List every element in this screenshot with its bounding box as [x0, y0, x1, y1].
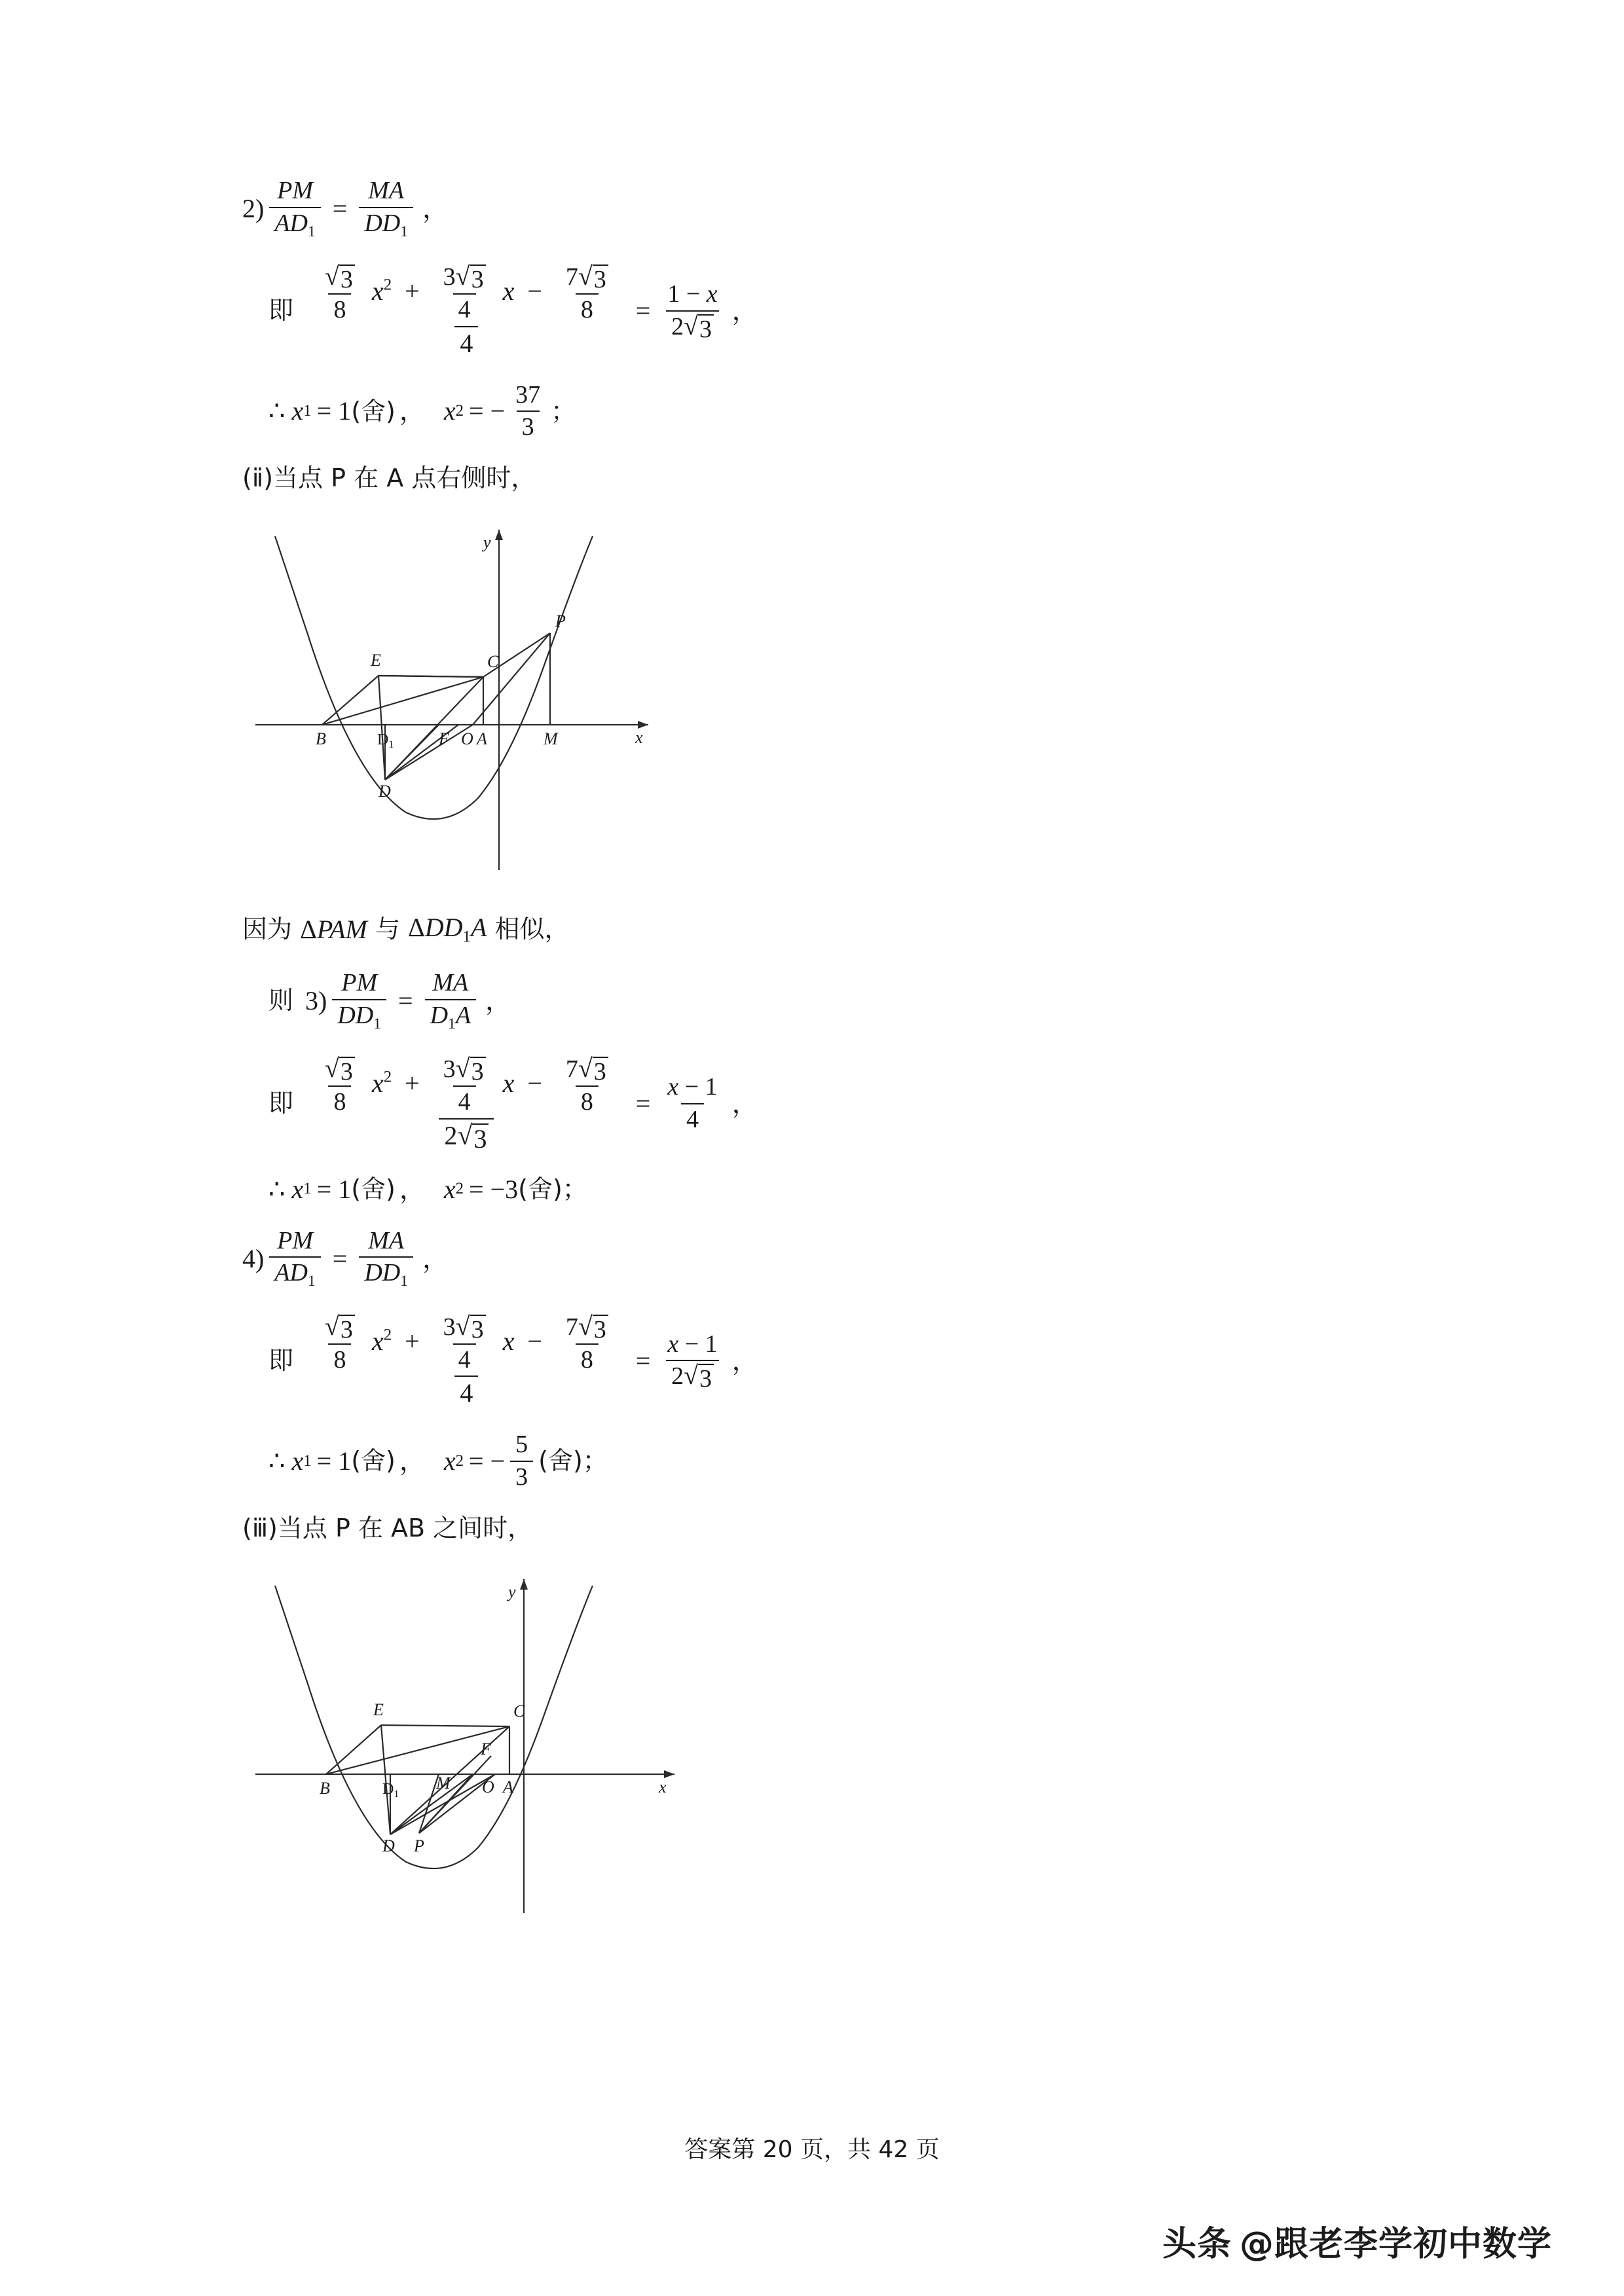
construction-lines	[322, 633, 550, 780]
minus-sign: −	[527, 1068, 542, 1098]
exponent: 2	[383, 1326, 392, 1344]
triangle-pam: ΔPAM	[300, 914, 367, 944]
minus-sign: −	[527, 1326, 542, 1356]
reason-text: 因为	[242, 915, 301, 944]
sqrt-3: √ 3	[684, 1362, 714, 1391]
denom-text: AD	[274, 209, 308, 237]
numerator: x − 1	[667, 1073, 718, 1101]
ji-label: 即	[268, 1088, 294, 1118]
x1-symbol: x	[291, 1174, 304, 1204]
point-label-E: E	[373, 1700, 384, 1720]
numerator: MA	[368, 177, 405, 204]
point-label-D1: $D_1$	[382, 1781, 399, 1800]
sqrt-3: √ 3	[325, 1313, 355, 1342]
therefore-symbol: ∴	[268, 1446, 286, 1476]
variable-x: x	[706, 280, 718, 308]
numerator: 37	[515, 380, 541, 409]
sqrt-3: √ 3	[578, 1313, 608, 1342]
numerator: 3 √ 3	[438, 1055, 491, 1085]
numerator: 7 √ 3	[561, 1313, 614, 1343]
figure-1-labels	[316, 533, 643, 801]
denominator: 8	[576, 1343, 599, 1375]
variable-x: x	[502, 276, 515, 306]
numerator: 7 √ 3	[561, 263, 614, 293]
comma: ，	[485, 985, 512, 1016]
denom-text: DD	[364, 209, 401, 237]
denom-a: A	[455, 1001, 471, 1029]
axis-label-y: y	[508, 1582, 516, 1602]
fraction-37-3	[510, 381, 545, 442]
similar-triangles-reason	[242, 913, 1382, 947]
sqrt-3: √ 3	[456, 1055, 486, 1084]
x2-value: = −3	[469, 1174, 519, 1204]
yu-text: 与	[367, 915, 409, 944]
x2-subscript: 2	[455, 1451, 464, 1470]
denom-sub: 1	[400, 223, 408, 240]
x1-symbol: x	[291, 396, 304, 426]
variable-x: x	[502, 1326, 515, 1356]
numerator	[309, 1313, 624, 1376]
x2-equals: = −	[469, 396, 506, 426]
fraction-ma-d1a	[425, 969, 476, 1033]
numerator: 7 √ 3	[561, 1055, 614, 1085]
step-2-equation	[268, 263, 1382, 359]
point-label-P: P	[555, 611, 566, 630]
denominator: 2 √ 3	[439, 1118, 494, 1152]
point-label-D1: $D_1$	[377, 731, 394, 750]
big-fraction-3	[309, 1313, 624, 1409]
frac-sqrt3-8	[320, 263, 360, 325]
denominator: 8	[328, 1085, 351, 1117]
x1-note: (舍)	[351, 396, 396, 426]
denom-text: DD	[337, 1001, 374, 1029]
denominator	[269, 207, 320, 241]
frac-3sqrt3-4	[438, 1313, 491, 1375]
equals-sign: =	[332, 1243, 348, 1273]
fraction-5-3	[510, 1430, 533, 1491]
frac-sqrt3-8	[320, 1055, 360, 1117]
watermark	[1162, 2216, 1552, 2265]
parabola-figure-p-right-of-a	[242, 517, 897, 883]
fraction-ma-dd1	[359, 1227, 413, 1291]
x2-subscript: 2	[455, 402, 464, 420]
point-label-F: F	[481, 1740, 491, 1759]
denominator: 8	[576, 1085, 599, 1117]
y-axis-arrow	[495, 530, 503, 540]
sqrt-3: √ 3	[325, 263, 355, 292]
point-label-A: A	[477, 729, 487, 748]
step-4-ratio	[242, 1227, 1382, 1291]
x1-value: = 1	[316, 1446, 352, 1476]
denominator: 4	[454, 326, 478, 359]
sqrt-3: √ 3	[325, 1055, 355, 1084]
case-ii-text	[242, 464, 1382, 493]
step-4-solutions	[268, 1430, 1382, 1491]
figure-2-labels	[320, 1582, 667, 1855]
denominator: 2 √ 3	[666, 310, 719, 342]
x2-note: (舍)；	[538, 1446, 608, 1476]
denominator	[332, 999, 386, 1033]
case-ii-label: (ⅱ)当点 P 在 A 点右侧时，	[242, 464, 536, 493]
point-label-D: D	[378, 781, 391, 801]
x1-value: = 1	[316, 396, 352, 426]
fraction-pm-ad1	[269, 177, 320, 241]
denominator: 8	[328, 1343, 351, 1375]
numerator: MA	[368, 1226, 405, 1254]
sqrt-3: √ 3	[456, 1313, 486, 1342]
point-label-B: B	[320, 1779, 330, 1798]
watermark-name: @跟老李学初中数学	[1239, 2225, 1552, 2264]
point-label-C: C	[487, 651, 499, 671]
x2-subscript: 2	[455, 1180, 464, 1198]
x1-subscript: 1	[303, 1180, 312, 1198]
therefore-symbol: ∴	[268, 396, 286, 426]
denom-sub: 1	[400, 1273, 408, 1290]
frac-7sqrt3-8	[561, 1313, 614, 1375]
denominator: 4	[453, 1085, 476, 1117]
point-label-M: M	[436, 1774, 451, 1793]
watermark-brand: 头条	[1162, 2225, 1232, 2264]
numerator	[309, 263, 624, 326]
denominator: 8	[576, 293, 599, 325]
point-label-D: D	[382, 1836, 395, 1856]
big-fraction-3-rhs	[662, 1330, 722, 1392]
frac-7sqrt3-8	[561, 1055, 614, 1117]
exponent: 2	[383, 1068, 392, 1086]
denom-d: D	[430, 1001, 449, 1029]
numerator: 3 √ 3	[438, 1313, 491, 1343]
figure-2-container	[242, 1566, 1382, 1916]
step-4-label: 4)	[242, 1243, 265, 1273]
comma: ，	[399, 1446, 426, 1477]
denom-sub: 1	[307, 1273, 316, 1290]
numerator: 5	[515, 1430, 528, 1459]
fraction-pm-ad1	[269, 1227, 320, 1291]
numerator: PM	[341, 968, 378, 996]
denom-sub: 1	[448, 1015, 456, 1032]
minus-sign: −	[527, 276, 542, 306]
point-label-B: B	[316, 729, 326, 748]
numerator: 3 √ 3	[438, 263, 491, 293]
step-2-solutions	[268, 381, 1382, 442]
x1-note: (舍)	[351, 1174, 396, 1203]
denom-text: DD	[364, 1259, 401, 1287]
numerator: x − 1	[667, 1330, 718, 1358]
point-label-C: C	[513, 1702, 525, 1721]
numerator	[309, 1055, 624, 1118]
variable-x: x	[667, 1330, 679, 1358]
comma: ，	[731, 295, 758, 326]
comma: ，	[731, 1345, 758, 1376]
sqrt-3: √ 3	[684, 313, 714, 342]
x2-symbol: x	[443, 396, 456, 426]
sqrt-3: √ 3	[457, 1122, 489, 1152]
denominator: 2 √ 3	[666, 1360, 719, 1391]
denominator: 3	[510, 1461, 533, 1492]
denominator: 4	[454, 1376, 478, 1408]
numerator	[320, 1313, 360, 1343]
sqrt-3: √ 3	[578, 263, 608, 292]
point-label-F: F	[439, 729, 449, 748]
comma: ，	[399, 1174, 426, 1205]
equals-sign: =	[635, 1088, 651, 1118]
big-fraction-1-rhs	[662, 280, 722, 342]
fraction-ma-dd1	[359, 177, 413, 241]
case-iii-text	[242, 1514, 1382, 1543]
ji-label: 即	[268, 1345, 294, 1375]
numerator: PM	[277, 1226, 313, 1254]
frac-3sqrt3-4	[438, 263, 491, 325]
frac-sqrt3-8	[320, 1313, 360, 1375]
numerator	[320, 263, 360, 293]
denom-sub: 1	[307, 223, 316, 240]
numerator: MA	[432, 968, 469, 996]
comma: ，	[422, 1243, 449, 1274]
denominator: 8	[328, 293, 351, 325]
ji-label: 即	[268, 296, 294, 325]
x1-subscript: 1	[303, 402, 312, 420]
equals-sign: =	[635, 295, 651, 325]
fraction-pm-dd1	[332, 969, 386, 1033]
big-fraction-2	[309, 1055, 624, 1152]
axis-label-x: x	[635, 727, 643, 747]
numerator	[320, 1055, 360, 1085]
equals-sign: =	[635, 1345, 651, 1376]
variable-x: x	[371, 1326, 384, 1356]
equals-sign: =	[332, 194, 348, 223]
numerator: 1 − x	[667, 280, 718, 308]
denominator	[269, 1256, 320, 1290]
point-label-M: M	[544, 729, 558, 748]
variable-x: x	[371, 1068, 384, 1098]
point-label-O: O	[461, 729, 473, 748]
denominator: 4	[453, 1343, 476, 1375]
point-label-P: P	[414, 1836, 424, 1856]
variable-x: x	[667, 1073, 679, 1101]
numerator: PM	[277, 177, 313, 204]
x2-symbol: x	[443, 1446, 456, 1476]
triangle-dd1a: $\Delta DD_1A$	[408, 912, 487, 946]
therefore-symbol: ∴	[268, 1174, 286, 1204]
step-2-label: 2)	[242, 194, 265, 223]
denominator: 4	[681, 1103, 704, 1135]
x2-symbol: x	[443, 1174, 456, 1204]
plus-sign: +	[405, 1326, 420, 1356]
step-3-equation	[268, 1055, 1382, 1152]
denominator: 4	[453, 293, 476, 325]
denominator	[359, 1256, 413, 1290]
comma: ，	[399, 396, 426, 427]
frac-7sqrt3-8	[561, 263, 614, 325]
plus-sign: +	[405, 1068, 420, 1098]
denom-text: AD	[274, 1259, 308, 1287]
x1-subscript: 1	[303, 1451, 312, 1470]
parabola-figure-p-between-a-b	[242, 1566, 897, 1913]
denominator	[359, 207, 413, 241]
axis-label-y: y	[483, 532, 491, 552]
x2-equals: = −	[469, 1446, 506, 1476]
variable-x: x	[502, 1068, 515, 1098]
frac-3sqrt3-4	[438, 1055, 491, 1117]
step-3-ratio	[268, 969, 1382, 1033]
step-2-ratio	[242, 177, 1382, 241]
sqrt-3: √ 3	[578, 1055, 608, 1084]
x1-value: = 1	[316, 1174, 352, 1204]
step-3-label: 3)	[305, 985, 327, 1015]
equals-sign: =	[398, 985, 413, 1015]
y-axis-arrow	[520, 1579, 528, 1590]
x1-symbol: x	[291, 1446, 304, 1476]
page-footer: 答案第 20 页，共 42 页	[684, 2136, 940, 2163]
denominator	[425, 999, 476, 1033]
exponent: 2	[383, 276, 392, 294]
variable-x: x	[371, 276, 384, 306]
ze-label: 则	[268, 986, 294, 1015]
figure-1-container	[242, 517, 1382, 886]
document-body	[242, 177, 1382, 1942]
denominator: 3	[517, 410, 540, 442]
sqrt-3: √ 3	[456, 263, 486, 292]
big-fraction-2-rhs	[662, 1073, 722, 1134]
comma: ，	[422, 194, 449, 224]
case-iii-label: (ⅲ)当点 P 在 AB 之间时，	[242, 1513, 533, 1542]
big-fraction-1	[309, 263, 624, 359]
similar-text: 相似，	[487, 915, 570, 944]
semicolon: ；	[551, 396, 576, 426]
plus-sign: +	[405, 276, 420, 306]
axis-label-x: x	[659, 1777, 667, 1797]
comma: ，	[731, 1088, 758, 1119]
step-4-equation	[268, 1313, 1382, 1409]
denom-sub: 1	[373, 1015, 382, 1032]
x1-note: (舍)	[351, 1446, 396, 1476]
point-label-E: E	[371, 650, 381, 670]
step-3-solutions	[268, 1175, 1382, 1205]
point-label-A: A	[503, 1777, 513, 1797]
point-label-O: O	[482, 1777, 494, 1797]
x2-note: (舍)；	[518, 1174, 587, 1203]
